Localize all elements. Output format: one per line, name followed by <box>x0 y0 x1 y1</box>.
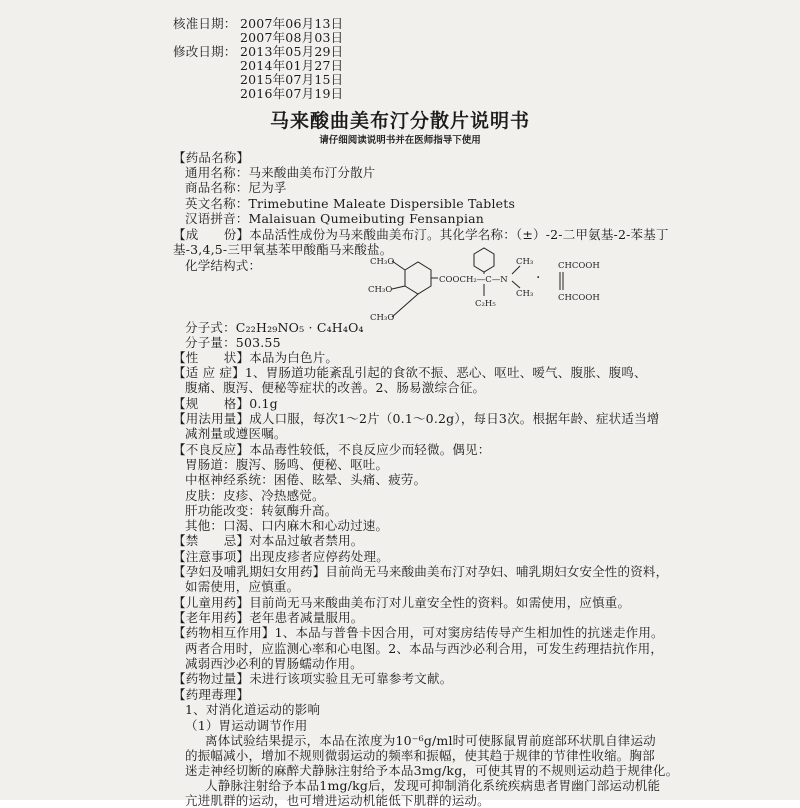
approval-date: 2007年06月13日 <box>240 16 344 31</box>
structure-text: · <box>536 270 541 286</box>
body-line: 离体试验结果提示，本品在浓度为10⁻⁶g/ml时可使豚鼠胃前庭部环状肌自律运动 <box>205 733 656 748</box>
body-line: 中枢神经系统：困倦、眩晕、头痛、疲劳。 <box>185 472 427 487</box>
body-line: 其他：口渴、口内麻木和心动过速。 <box>185 518 389 533</box>
structure-text: C₂H₅ <box>475 299 496 309</box>
body-line: 减剂量或遵医嘱。 <box>185 426 287 441</box>
body-line: 如需使用，应慎重。 <box>185 579 300 594</box>
molecular-formula: 分子式：C₂₂H₂₉NO₅ · C₄H₄O₄ <box>185 320 364 335</box>
section-precautions: 【注意事项】出现皮疹者应停药处理。 <box>173 549 389 564</box>
body-line: 人静脉注射给予本品1mg/kg后，发现可抑制消化系统疾病患者胃幽门部运动机能 <box>205 778 661 793</box>
section-overdose: 【药物过量】未进行该项实验且无可靠参考文献。 <box>173 671 453 686</box>
structure-text: COOCH₂—C—N <box>439 275 508 285</box>
body-line: （1）胃运动调节作用 <box>185 718 308 733</box>
section-heading-drug-name: 【药品名称】 <box>173 150 250 165</box>
modify-date: 2016年07月19日 <box>240 86 344 101</box>
section-pharmacology: 【药理毒理】 <box>173 687 250 702</box>
structure-text: CH₃O <box>370 313 395 323</box>
body-line: 亢进肌群的运动，也可增进运动机能低下肌群的运动。 <box>185 793 490 808</box>
section-interactions: 【药物相互作用】1、本品与普鲁卡因合用，可对窦房结传导产生相加性的抗迷走作用。 <box>173 625 664 640</box>
body-line: 商品名称：尼为孚 <box>185 180 287 195</box>
bond <box>512 281 520 288</box>
chemical-structure-diagram <box>360 244 610 330</box>
bond <box>512 266 520 274</box>
structure-text: CH₃O <box>368 285 393 295</box>
section-pregnancy: 【孕妇及哺乳期妇女用药】目前尚无马来酸曲美布汀对孕妇、哺乳期妇女安全性的资料， <box>173 564 669 579</box>
document-title: 马来酸曲美布汀分散片说明书 <box>269 110 530 132</box>
body-line: 汉语拼音：Malaisuan Qumeibuting Fensanpian <box>185 211 485 226</box>
section-contraindications: 【禁 忌】对本品过敏者禁用。 <box>173 533 364 548</box>
section-pediatric: 【儿童用药】目前尚无马来酸曲美布汀对儿童安全性的资料。如需使用，应慎重。 <box>173 595 631 610</box>
structure-text: CH₃O <box>370 257 395 267</box>
structure-text: CHCOOH <box>558 293 600 303</box>
bond <box>392 294 418 317</box>
structure-text: CHCOOH <box>558 261 600 271</box>
body-line: 的振幅减小，增加不规则微弱运动的频率和振幅，使其趋于规律的节律性收缩。胸部 <box>185 748 655 763</box>
body-line: 基-3,4,5-三甲氧基苯甲酸酯马来酸盐。 <box>173 242 393 257</box>
body-line: 减弱西沙必利的胃肠蠕动作用。 <box>185 656 363 671</box>
body-line: 皮肤：皮疹、冷热感觉。 <box>185 488 325 503</box>
modify-date: 2015年07月15日 <box>240 72 344 87</box>
section-geriatric: 【老年用药】老年患者减量服用。 <box>173 610 364 625</box>
body-line: 两者合用时，应监测心率和心电图。2、本品与西沙必利合用，可发生药理拮抗作用， <box>185 641 664 656</box>
body-line: 通用名称：马来酸曲美布汀分散片 <box>185 165 376 180</box>
section-appearance: 【性 状】本品为白色片。 <box>173 350 339 365</box>
approval-date-label: 核准日期： <box>173 16 237 31</box>
body-line: 1、对消化道运动的影响 <box>185 702 321 717</box>
body-line: 腹痛、腹泻、便秘等症状的改善。2、肠易激综合征。 <box>185 380 486 395</box>
body-line: 迷走神经切断的麻醉犬静脉注射给予本品3mg/kg，可使其胃的不规则运动趋于规律化。 <box>185 763 679 778</box>
structure-text: CH₃ <box>516 257 534 267</box>
structure-text: CH₃ <box>516 289 534 299</box>
body-line: 肝功能改变：转氨酶升高。 <box>185 503 338 518</box>
modify-date: 2013年05月29日 <box>240 44 344 59</box>
benzene-ring <box>405 262 431 294</box>
section-specification: 【规 格】0.1g <box>173 396 278 411</box>
phenyl-ring <box>474 248 494 272</box>
section-dosage: 【用法用量】成人口服，每次1～2片（0.1～0.2g），每日3次。根据年龄、症状适当增 <box>173 411 660 426</box>
approval-date: 2007年08月03日 <box>240 30 344 45</box>
bond <box>392 286 405 289</box>
section-composition: 【成 份】本品活性成份为马来酸曲美布汀。其化学名称：（±）-2-二甲氨基-2-苯基丁 <box>173 227 669 242</box>
body-line: 化学结构式： <box>185 258 262 273</box>
section-adverse-reactions: 【不良反应】本品毒性较低，不良反应少而轻微。偶见： <box>173 442 491 457</box>
body-line: 英文名称：Trimebutine Maleate Dispersible Tablets <box>185 196 516 211</box>
section-indications: 【适 应 症】1、胃肠道功能紊乱引起的食欲不振、恶心、呕吐、嗳气、腹胀、腹鸣、 <box>173 365 647 380</box>
modify-date-label: 修改日期： <box>173 44 237 59</box>
document-subtitle: 请仔细阅读说明书并在医师指导下使用 <box>319 135 481 146</box>
molecular-weight: 分子量：503.55 <box>185 335 281 350</box>
modify-date: 2014年01月27日 <box>240 58 344 73</box>
body-line: 胃肠道：腹泻、肠鸣、便秘、呕吐。 <box>185 457 389 472</box>
